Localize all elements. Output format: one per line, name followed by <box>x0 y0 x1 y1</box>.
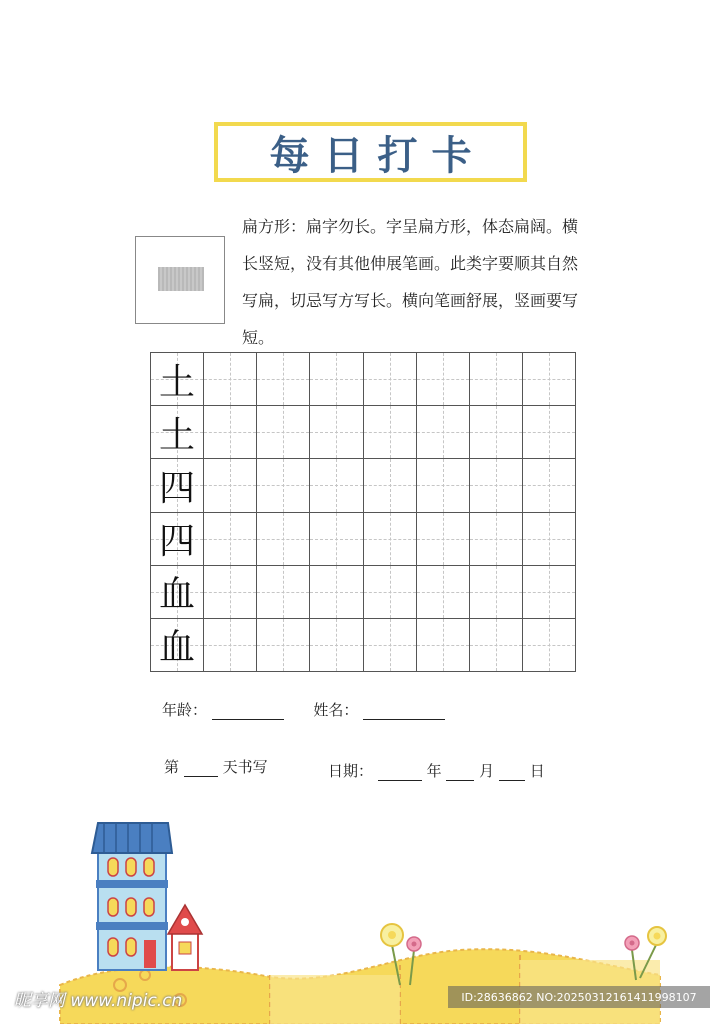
name-label: 姓名： <box>313 701 359 719</box>
grid-cell[interactable] <box>470 619 523 672</box>
grid-cell[interactable] <box>470 353 523 406</box>
year-blank[interactable] <box>378 764 422 781</box>
grid-cell[interactable] <box>417 459 470 512</box>
grid-cell[interactable] <box>364 353 417 406</box>
grid-cell[interactable] <box>204 459 257 512</box>
grid-cell[interactable] <box>470 566 523 619</box>
small-house-icon <box>168 905 202 970</box>
grid-cell[interactable] <box>523 406 576 459</box>
grid-cell[interactable] <box>151 619 204 672</box>
year-label: 年 <box>426 762 442 780</box>
grid-cell[interactable] <box>523 459 576 512</box>
grid-cell[interactable] <box>204 566 257 619</box>
grid-cell[interactable] <box>523 353 576 406</box>
practice-grid <box>150 352 576 672</box>
grid-cell[interactable] <box>417 566 470 619</box>
grid-cell[interactable] <box>257 406 310 459</box>
month-blank[interactable] <box>446 764 474 781</box>
date-label: 日期： <box>328 762 374 780</box>
grid-cell[interactable] <box>417 406 470 459</box>
grid-cell[interactable] <box>204 406 257 459</box>
name-blank[interactable] <box>363 703 445 720</box>
day-blank[interactable] <box>499 764 525 781</box>
practice-character: 土 <box>159 361 196 403</box>
age-name-row <box>162 699 445 720</box>
grid-cell[interactable] <box>151 406 204 459</box>
hill-band <box>270 975 400 1024</box>
grid-cell[interactable] <box>151 459 204 512</box>
grid-cell[interactable] <box>204 513 257 566</box>
title-banner <box>214 122 527 182</box>
house-icon <box>92 823 172 970</box>
age-label: 年龄： <box>162 701 208 719</box>
day-suffix: 天书写 <box>222 758 268 776</box>
day-label: 日 <box>529 762 545 780</box>
grid-cell[interactable] <box>523 566 576 619</box>
description-text: 扁方形：扁字勿长。字呈扁方形，体态扁阔。横长竖短，没有其他伸展笔画。此类字要顺其自然写扁，切忌写方写长。横向笔画舒展，竖画要写短。 <box>242 217 579 347</box>
practice-character: 血 <box>159 627 196 669</box>
grid-cell[interactable] <box>310 406 363 459</box>
grid-cell[interactable] <box>310 566 363 619</box>
grid-cell[interactable] <box>310 353 363 406</box>
grid-cell[interactable] <box>523 619 576 672</box>
grid-cell[interactable] <box>257 513 310 566</box>
watermark-site: 昵享网 www.nipic.cn <box>14 991 183 1011</box>
practice-character: 四 <box>159 521 196 563</box>
grid-cell[interactable] <box>470 513 523 566</box>
grid-cell[interactable] <box>417 353 470 406</box>
grid-cell[interactable] <box>204 353 257 406</box>
grid-cell[interactable] <box>151 566 204 619</box>
date-row <box>328 760 545 781</box>
practice-character: 四 <box>159 467 196 509</box>
grid-cell[interactable] <box>364 406 417 459</box>
grid-cell[interactable] <box>257 353 310 406</box>
grid-cell[interactable] <box>417 619 470 672</box>
page-title: 每日打卡 <box>269 132 486 179</box>
practice-character: 土 <box>159 414 196 456</box>
grid-cell[interactable] <box>310 513 363 566</box>
month-label: 月 <box>479 762 495 780</box>
grid-cell[interactable] <box>364 459 417 512</box>
grid-cell[interactable] <box>364 619 417 672</box>
grid-cell[interactable] <box>364 513 417 566</box>
watermark-id: ID:28636862 NO:20250312161411998107 <box>448 986 710 1008</box>
grid-cell[interactable] <box>310 619 363 672</box>
age-blank[interactable] <box>212 703 284 720</box>
grid-cell[interactable] <box>523 513 576 566</box>
day-count-blank[interactable] <box>184 760 218 777</box>
grid-cell[interactable] <box>257 459 310 512</box>
grid-cell[interactable] <box>417 513 470 566</box>
sample-placeholder <box>158 267 204 291</box>
grid-cell[interactable] <box>151 353 204 406</box>
grid-cell[interactable] <box>257 566 310 619</box>
grid-cell[interactable] <box>470 406 523 459</box>
grid-cell[interactable] <box>310 459 363 512</box>
day-row <box>164 756 268 777</box>
grid-cell[interactable] <box>257 619 310 672</box>
grid-cell[interactable] <box>151 513 204 566</box>
grid-cell[interactable] <box>470 459 523 512</box>
sample-character-box <box>135 236 225 324</box>
practice-character: 血 <box>159 574 196 616</box>
grid-cell[interactable] <box>204 619 257 672</box>
grid-cell[interactable] <box>364 566 417 619</box>
day-prefix: 第 <box>164 758 180 776</box>
